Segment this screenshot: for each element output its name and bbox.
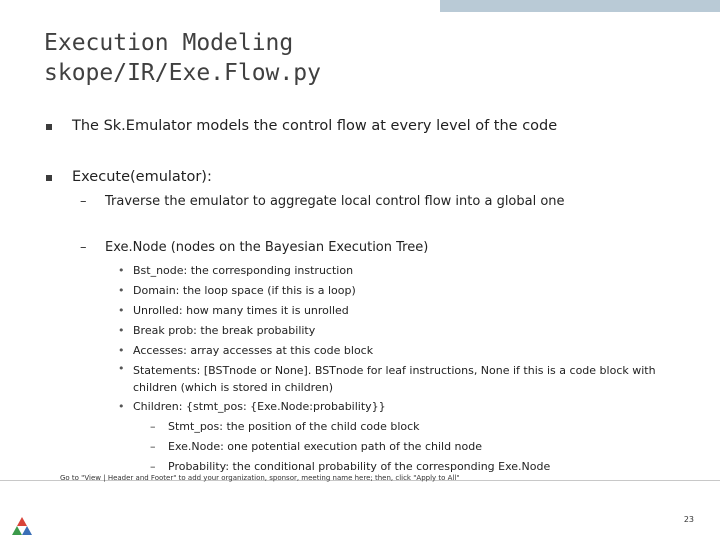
list-item: • Statements: [BSTnode or None]. BSTnode for leaf instructions, None if this is a code block with children (which is stored in children) (118, 361, 678, 397)
sub-bullet-exenode: Exe.Node (nodes on the Bayesian Execution Tree) (105, 240, 429, 255)
list-item: • Domain: the loop space (if this is a loop) (118, 281, 678, 301)
slide-title (44, 28, 321, 88)
org-logo-triangle-icon (12, 516, 32, 536)
bullet-control-flow: The Sk.Emulator models the control flow at every level of the code (72, 118, 558, 134)
title-line-2: skope/IR/Exe.Flow.py (44, 60, 321, 86)
list-item: • Accesses: array accesses at this code block (118, 341, 678, 361)
list-item: • Bst_node: the corresponding instruction (118, 261, 678, 281)
children-detail-list (150, 417, 550, 477)
exenode-field-list (118, 261, 678, 417)
list-item: • Children: {stmt_pos: {Exe.Node:probability}} (118, 397, 678, 417)
title-line-1: Execution Modeling (44, 30, 294, 56)
dash-marker: – (80, 194, 87, 209)
bullet-marker (46, 124, 52, 130)
dash-marker: – (80, 240, 87, 255)
list-item: • Unrolled: how many times it is unrolled (118, 301, 678, 321)
bullet-marker (46, 175, 52, 181)
list-item: – Exe.Node: one potential execution path of the child node (150, 437, 550, 457)
sub-bullet-traverse: Traverse the emulator to aggregate local control flow into a global one (105, 194, 565, 209)
list-item: – Probability: the conditional probability of the corresponding Exe.Node (150, 457, 550, 477)
top-accent-bar (440, 0, 720, 12)
bullet-execute: Execute(emulator): (72, 169, 212, 185)
page-number: 23 (683, 515, 694, 524)
footer-text: Go to "View | Header and Footer" to add your organization, sponsor, meeting name here; then, click "Apply to All" (60, 474, 460, 482)
list-item: – Stmt_pos: the position of the child code block (150, 417, 550, 437)
list-item: • Break prob: the break probability (118, 321, 678, 341)
